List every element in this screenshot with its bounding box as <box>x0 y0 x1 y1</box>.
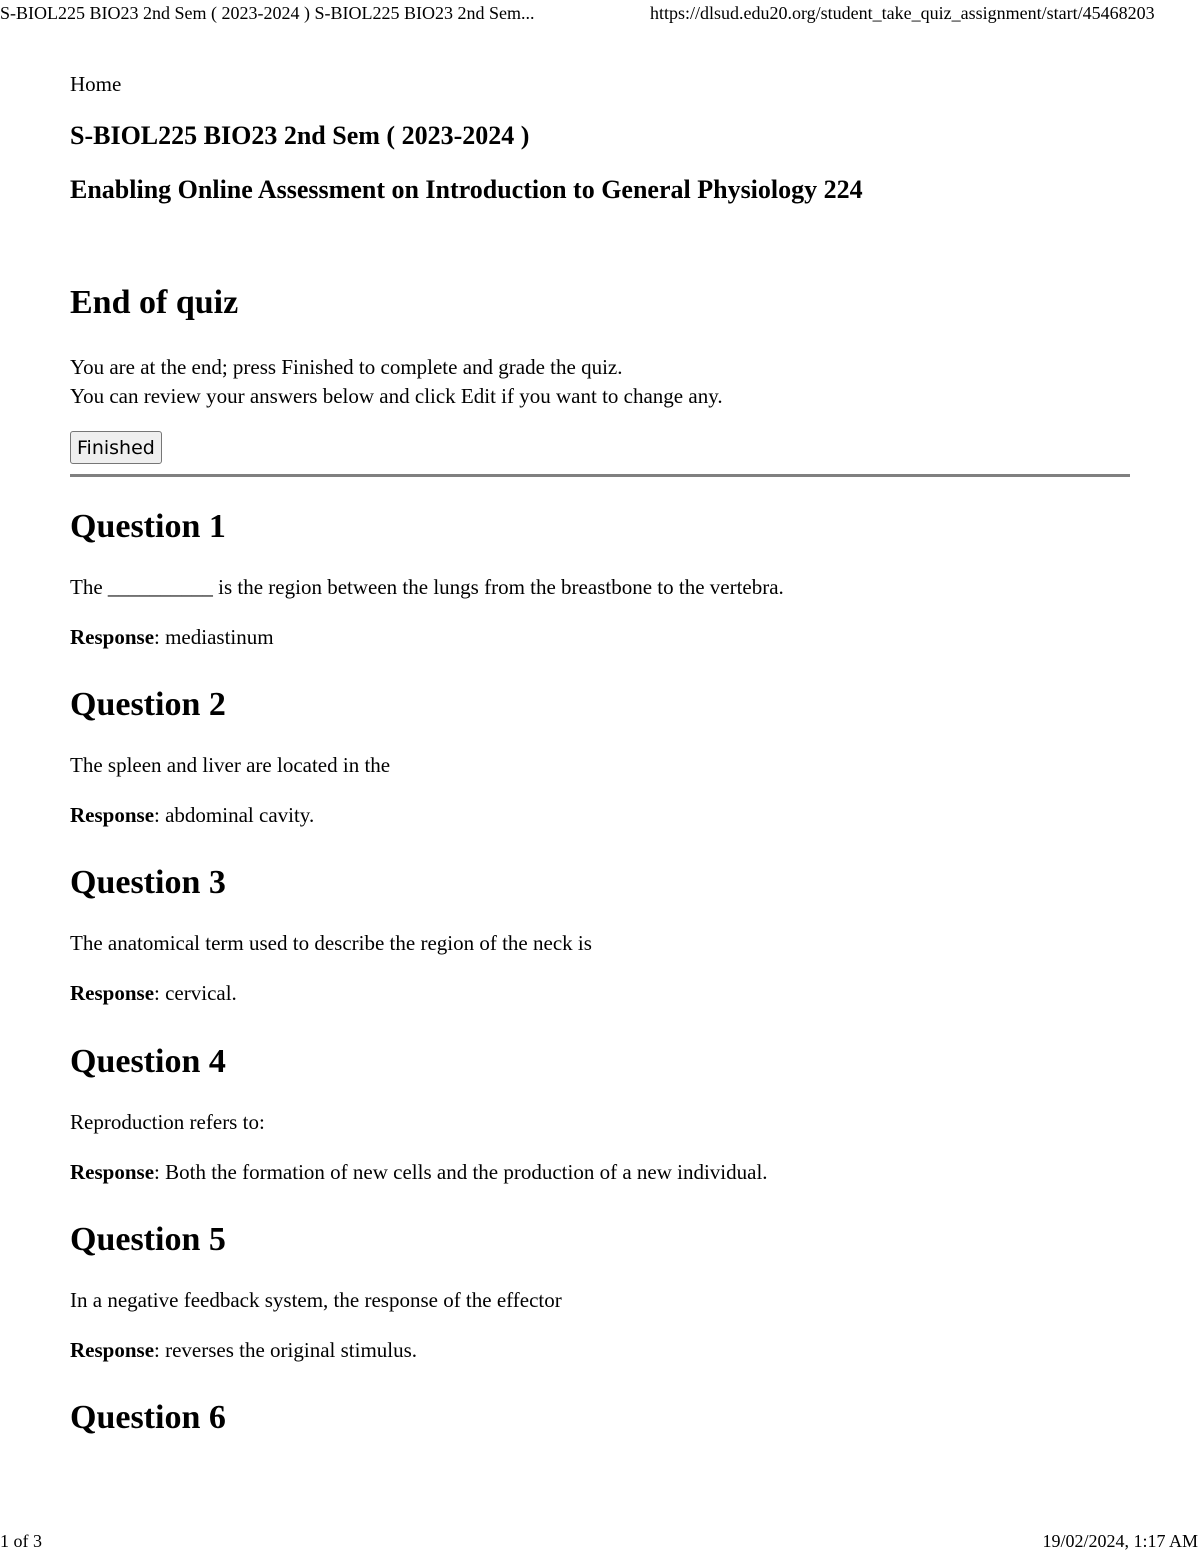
question-title: Question 6 <box>70 1399 226 1436</box>
end-instruction-line-1: You are at the end; press Finished to complete and grade the quiz. <box>70 355 623 379</box>
page-count: 1 of 3 <box>0 1531 42 1551</box>
question-prompt: In a negative feedback system, the response of the effector <box>70 1288 562 1312</box>
print-header-url: https://dlsud.edu20.org/student_take_quiz_assignment/start/45468203 <box>650 3 1155 23</box>
response-value: : mediastinum <box>154 625 274 649</box>
response-value: : abdominal cavity. <box>154 803 315 827</box>
question-title: Question 1 <box>70 508 226 545</box>
response-label: Response <box>70 981 155 1005</box>
response-value: : Both the formation of new cells and the production of a new individual. <box>154 1160 768 1184</box>
response-label: Response <box>70 625 155 649</box>
end-of-quiz-heading: End of quiz <box>70 284 239 321</box>
question-prompt: The anatomical term used to describe the region of the neck is <box>70 931 592 955</box>
print-footer <box>0 1530 1200 1552</box>
question-prompt: The __________ is the region between the lungs from the breastbone to the vertebra. <box>70 575 784 599</box>
assessment-title: Enabling Online Assessment on Introduction to General Physiology 224 <box>70 175 863 204</box>
finished-button[interactable]: Finished <box>70 431 162 464</box>
course-title: S-BIOL225 BIO23 2nd Sem ( 2023-2024 ) <box>70 121 530 150</box>
question-response <box>70 1158 768 1186</box>
print-date: 19/02/2024, 1:17 AM <box>1042 1531 1198 1551</box>
response-value: : reverses the original stimulus. <box>154 1338 418 1362</box>
question-title: Question 4 <box>70 1043 226 1080</box>
question-response <box>70 979 237 1007</box>
question-response <box>70 801 314 829</box>
response-label: Response <box>70 803 155 827</box>
question-title: Question 3 <box>70 864 226 901</box>
response-label: Response <box>70 1160 155 1184</box>
end-of-quiz-instructions <box>70 353 723 411</box>
home-link[interactable]: Home <box>70 72 122 96</box>
question-response <box>70 623 274 651</box>
question-prompt: The spleen and liver are located in the <box>70 753 391 777</box>
response-value: : cervical. <box>154 981 237 1005</box>
question-title: Question 5 <box>70 1221 226 1258</box>
question-prompt: Reproduction refers to: <box>70 1110 265 1134</box>
question-title: Question 2 <box>70 686 226 723</box>
question-response <box>70 1336 417 1364</box>
print-header-title: S-BIOL225 BIO23 2nd Sem ( 2023-2024 ) S-BIOL225 BIO23 2nd Sem... <box>0 3 535 23</box>
divider <box>70 474 1130 477</box>
response-label: Response <box>70 1338 155 1362</box>
print-header <box>0 2 1200 24</box>
end-instruction-line-2: You can review your answers below and click Edit if you want to change any. <box>70 384 723 408</box>
